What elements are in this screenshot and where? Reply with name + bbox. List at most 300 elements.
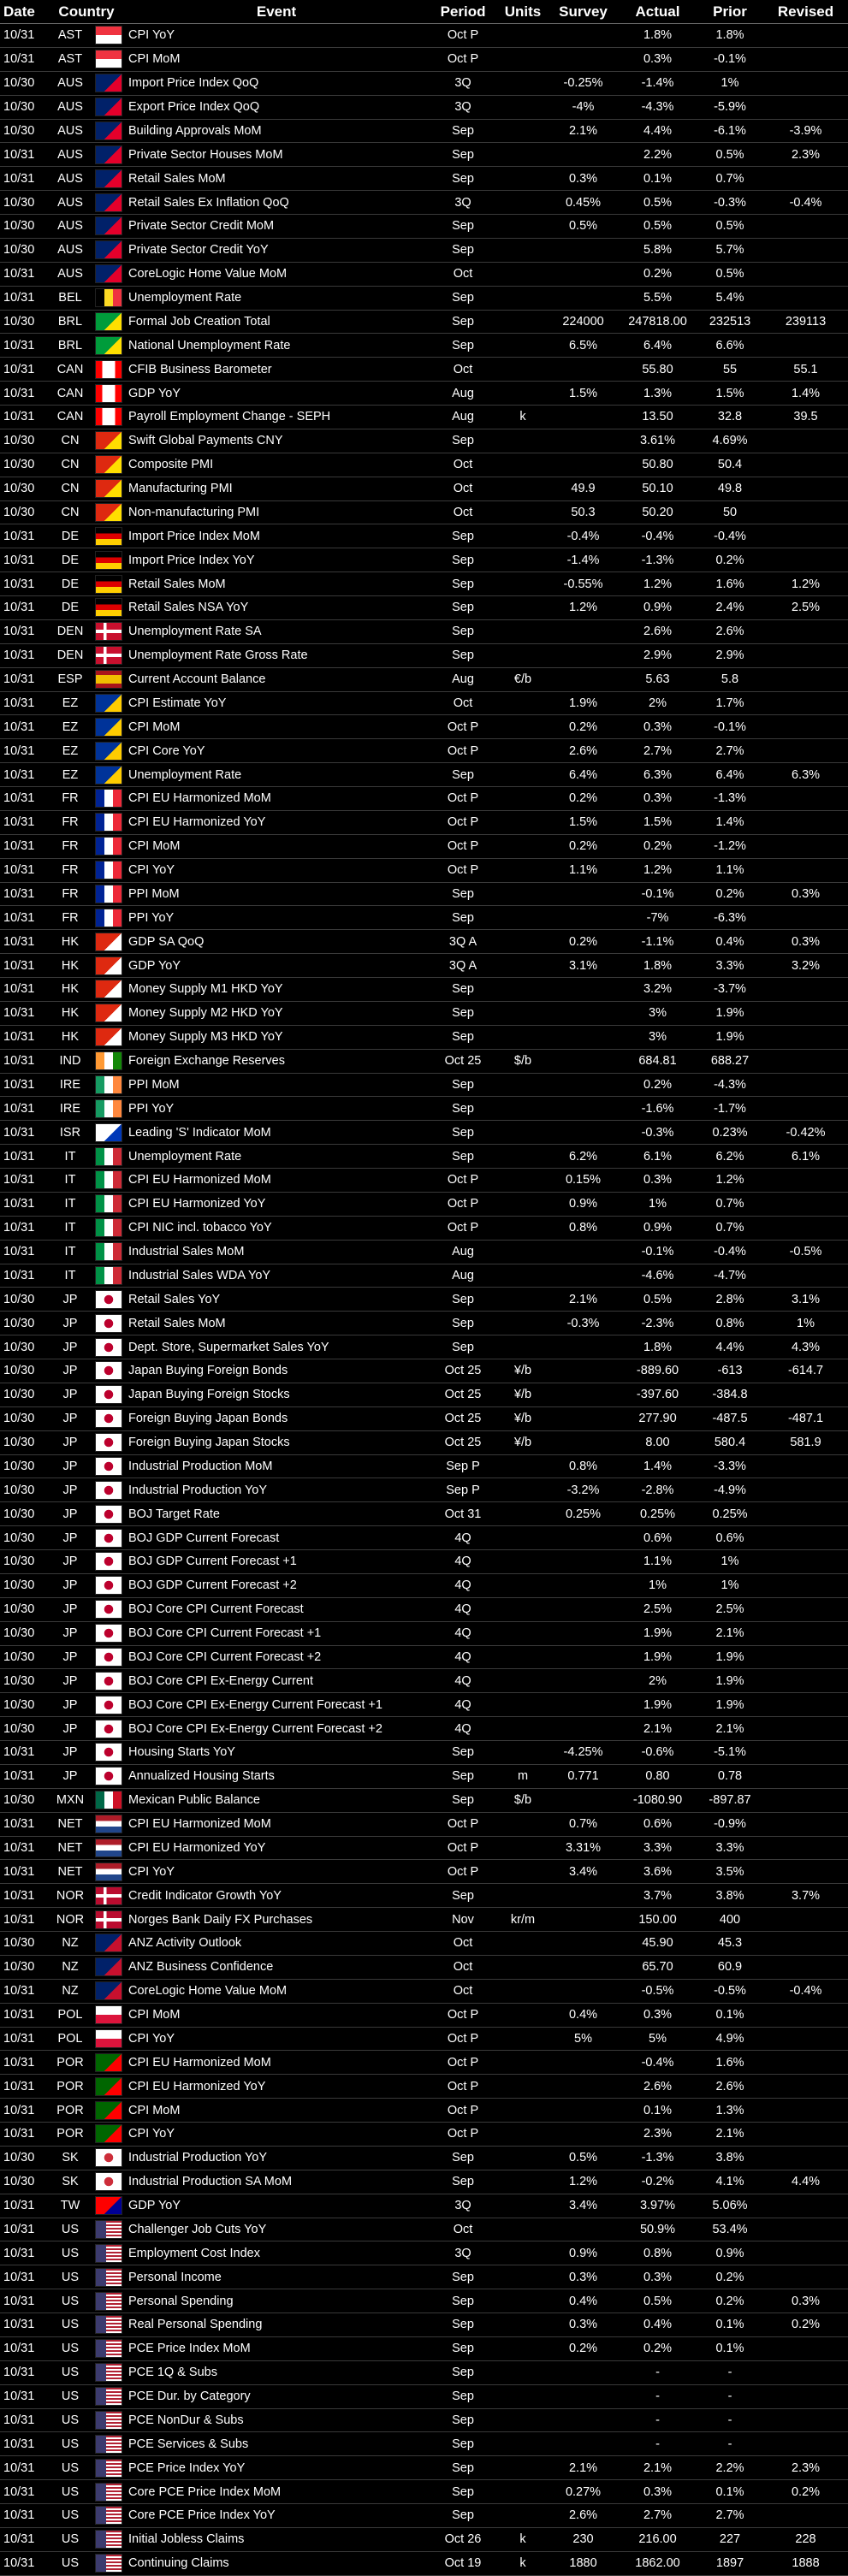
flag-icon bbox=[92, 2432, 125, 2456]
cell-date: 10/30 bbox=[0, 119, 48, 143]
table-row[interactable] bbox=[0, 1335, 848, 1359]
table-row[interactable] bbox=[0, 24, 848, 48]
cell-prior: 2.1% bbox=[697, 1717, 763, 1741]
table-row[interactable] bbox=[0, 1717, 848, 1741]
table-row[interactable] bbox=[0, 667, 848, 691]
table-row[interactable] bbox=[0, 71, 848, 95]
header-country[interactable]: Country bbox=[48, 0, 125, 24]
cell-revised bbox=[763, 1573, 848, 1597]
cell-period: Oct P bbox=[428, 1860, 498, 1884]
cell-country: CN bbox=[48, 500, 92, 524]
cell-revised bbox=[763, 2384, 848, 2408]
cell-country: JP bbox=[48, 1597, 92, 1621]
cell-event: BOJ Core CPI Current Forecast +2 bbox=[125, 1645, 428, 1669]
cell-country: CAN bbox=[48, 382, 92, 406]
header-period[interactable]: Period bbox=[428, 0, 498, 24]
flag-icon bbox=[92, 667, 125, 691]
flag-icon bbox=[92, 2146, 125, 2170]
cell-survey: 0.9% bbox=[548, 2241, 619, 2265]
cell-revised bbox=[763, 2265, 848, 2289]
table-row[interactable] bbox=[0, 2289, 848, 2313]
cell-survey: 50.3 bbox=[548, 500, 619, 524]
table-row[interactable] bbox=[0, 1478, 848, 1502]
cell-survey bbox=[548, 906, 619, 930]
table-row[interactable] bbox=[0, 1621, 848, 1645]
flag-icon bbox=[92, 978, 125, 1002]
cell-revised: 3.7% bbox=[763, 1884, 848, 1908]
table-row[interactable] bbox=[0, 1669, 848, 1693]
table-row[interactable] bbox=[0, 191, 848, 215]
table-row[interactable] bbox=[0, 2432, 848, 2456]
table-row[interactable] bbox=[0, 1192, 848, 1216]
cell-date: 10/31 bbox=[0, 143, 48, 167]
table-row[interactable] bbox=[0, 572, 848, 596]
cell-prior: 3.3% bbox=[697, 1836, 763, 1860]
cell-actual: 65.70 bbox=[619, 1955, 697, 1979]
cell-units bbox=[498, 596, 548, 620]
cell-actual: 4.4% bbox=[619, 119, 697, 143]
cell-period: Oct bbox=[428, 262, 498, 286]
table-row[interactable] bbox=[0, 1764, 848, 1788]
cell-actual: 2.5% bbox=[619, 1597, 697, 1621]
table-row[interactable] bbox=[0, 1312, 848, 1335]
cell-event: Personal Income bbox=[125, 2265, 428, 2289]
cell-country: IT bbox=[48, 1192, 92, 1216]
table-row[interactable] bbox=[0, 810, 848, 834]
table-row[interactable] bbox=[0, 1430, 848, 1454]
cell-country: US bbox=[48, 2360, 92, 2384]
table-row[interactable] bbox=[0, 1240, 848, 1264]
cell-country: AUS bbox=[48, 262, 92, 286]
cell-country: SK bbox=[48, 2146, 92, 2170]
cell-period: Oct P bbox=[428, 787, 498, 811]
table-row[interactable] bbox=[0, 2051, 848, 2075]
table-row[interactable] bbox=[0, 500, 848, 524]
cell-survey: 3.4% bbox=[548, 1860, 619, 1884]
table-row[interactable] bbox=[0, 143, 848, 167]
table-row[interactable] bbox=[0, 358, 848, 382]
cell-units bbox=[498, 1526, 548, 1550]
cell-event: BOJ Core CPI Ex-Energy Current Forecast +1 bbox=[125, 1693, 428, 1717]
cell-revised: 39.5 bbox=[763, 406, 848, 429]
cell-date: 10/31 bbox=[0, 906, 48, 930]
cell-prior: 3.5% bbox=[697, 1860, 763, 1884]
cell-country: CAN bbox=[48, 406, 92, 429]
cell-country: US bbox=[48, 2551, 92, 2575]
cell-period: Oct bbox=[428, 1955, 498, 1979]
cell-period: Sep bbox=[428, 1312, 498, 1335]
table-row[interactable] bbox=[0, 1502, 848, 1526]
table-row[interactable] bbox=[0, 954, 848, 978]
cell-units bbox=[498, 2027, 548, 2051]
cell-units bbox=[498, 477, 548, 500]
cell-period: Oct 25 bbox=[428, 1049, 498, 1073]
table-row[interactable] bbox=[0, 1836, 848, 1860]
table-row[interactable] bbox=[0, 906, 848, 930]
table-row[interactable] bbox=[0, 453, 848, 477]
cell-event: Retail Sales MoM bbox=[125, 1312, 428, 1335]
flag-icon bbox=[92, 1240, 125, 1264]
cell-event: CPI Core YoY bbox=[125, 739, 428, 763]
flag-icon bbox=[92, 1908, 125, 1932]
table-row[interactable] bbox=[0, 524, 848, 548]
cell-survey bbox=[548, 1717, 619, 1741]
header-event[interactable]: Event bbox=[125, 0, 428, 24]
cell-country: CAN bbox=[48, 358, 92, 382]
table-row[interactable] bbox=[0, 1908, 848, 1932]
cell-event: CPI EU Harmonized MoM bbox=[125, 1812, 428, 1836]
flag-icon bbox=[92, 2099, 125, 2123]
cell-units bbox=[498, 2313, 548, 2337]
table-row[interactable] bbox=[0, 2123, 848, 2147]
table-row[interactable] bbox=[0, 2265, 848, 2289]
flag-icon bbox=[92, 930, 125, 954]
table-row[interactable] bbox=[0, 262, 848, 286]
cell-event: BOJ Core CPI Ex-Energy Current Forecast +2 bbox=[125, 1717, 428, 1741]
cell-revised bbox=[763, 2075, 848, 2099]
cell-actual: -2.3% bbox=[619, 1312, 697, 1335]
cell-prior: 1897 bbox=[697, 2551, 763, 2575]
cell-date: 10/30 bbox=[0, 1383, 48, 1406]
header-units[interactable]: Units bbox=[498, 0, 548, 24]
table-row[interactable] bbox=[0, 1383, 848, 1406]
flag-icon bbox=[92, 739, 125, 763]
table-row[interactable] bbox=[0, 2408, 848, 2432]
cell-units bbox=[498, 1312, 548, 1335]
cell-date: 10/31 bbox=[0, 24, 48, 48]
table-row[interactable] bbox=[0, 477, 848, 500]
table-row[interactable] bbox=[0, 548, 848, 572]
cell-actual: 2.6% bbox=[619, 619, 697, 643]
cell-actual: -0.4% bbox=[619, 524, 697, 548]
cell-revised: 0.3% bbox=[763, 930, 848, 954]
table-row[interactable] bbox=[0, 1049, 848, 1073]
cell-period: 3Q bbox=[428, 95, 498, 119]
cell-date: 10/30 bbox=[0, 1550, 48, 1574]
cell-country: JP bbox=[48, 1573, 92, 1597]
cell-actual: 45.90 bbox=[619, 1932, 697, 1956]
cell-date: 10/31 bbox=[0, 1979, 48, 2003]
table-row[interactable] bbox=[0, 1073, 848, 1097]
table-row[interactable] bbox=[0, 1359, 848, 1383]
cell-actual: 0.2% bbox=[619, 1073, 697, 1097]
table-row[interactable] bbox=[0, 978, 848, 1002]
cell-event: Private Sector Credit MoM bbox=[125, 215, 428, 239]
cell-revised bbox=[763, 1049, 848, 1073]
table-row[interactable] bbox=[0, 1097, 848, 1121]
cell-period: Sep bbox=[428, 1025, 498, 1049]
cell-revised bbox=[763, 1669, 848, 1693]
cell-survey: -0.25% bbox=[548, 71, 619, 95]
cell-units bbox=[498, 238, 548, 262]
cell-event: CoreLogic Home Value MoM bbox=[125, 1979, 428, 2003]
table-row[interactable] bbox=[0, 167, 848, 191]
cell-actual: 0.5% bbox=[619, 2289, 697, 2313]
cell-period: Sep bbox=[428, 1335, 498, 1359]
table-row[interactable] bbox=[0, 882, 848, 906]
cell-actual: 0.6% bbox=[619, 1812, 697, 1836]
table-row[interactable] bbox=[0, 1788, 848, 1812]
cell-survey: 0.15% bbox=[548, 1169, 619, 1193]
cell-survey: 49.9 bbox=[548, 477, 619, 500]
table-row[interactable] bbox=[0, 1216, 848, 1240]
table-row[interactable] bbox=[0, 1741, 848, 1765]
table-row[interactable] bbox=[0, 2218, 848, 2241]
table-row[interactable] bbox=[0, 930, 848, 954]
cell-units bbox=[498, 2170, 548, 2194]
cell-prior: -0.4% bbox=[697, 1240, 763, 1264]
table-row[interactable] bbox=[0, 2456, 848, 2480]
cell-units bbox=[498, 1502, 548, 1526]
table-row[interactable] bbox=[0, 1121, 848, 1145]
cell-revised: 1% bbox=[763, 1312, 848, 1335]
table-row[interactable] bbox=[0, 1597, 848, 1621]
cell-prior: 0.1% bbox=[697, 2480, 763, 2504]
table-row[interactable] bbox=[0, 1693, 848, 1717]
flag-icon bbox=[92, 1383, 125, 1406]
table-row[interactable] bbox=[0, 1573, 848, 1597]
cell-survey: -3.2% bbox=[548, 1478, 619, 1502]
cell-revised: 0.2% bbox=[763, 2313, 848, 2337]
cell-survey: 2.1% bbox=[548, 2456, 619, 2480]
cell-revised bbox=[763, 1812, 848, 1836]
table-row[interactable] bbox=[0, 739, 848, 763]
cell-event: CPI MoM bbox=[125, 715, 428, 739]
cell-survey bbox=[548, 2123, 619, 2147]
cell-revised bbox=[763, 215, 848, 239]
table-row[interactable] bbox=[0, 1288, 848, 1312]
cell-survey bbox=[548, 1430, 619, 1454]
cell-date: 10/30 bbox=[0, 1717, 48, 1741]
cell-revised bbox=[763, 1169, 848, 1193]
cell-revised bbox=[763, 2146, 848, 2170]
cell-prior: 2.4% bbox=[697, 596, 763, 620]
cell-revised bbox=[763, 667, 848, 691]
table-row[interactable] bbox=[0, 238, 848, 262]
table-row[interactable] bbox=[0, 1264, 848, 1288]
cell-period: Aug bbox=[428, 1264, 498, 1288]
cell-survey: 0.3% bbox=[548, 2313, 619, 2337]
table-row[interactable] bbox=[0, 382, 848, 406]
table-row[interactable] bbox=[0, 2336, 848, 2360]
cell-actual: 3.61% bbox=[619, 429, 697, 453]
cell-date: 10/31 bbox=[0, 2551, 48, 2575]
cell-country: BRL bbox=[48, 310, 92, 334]
cell-units bbox=[498, 2051, 548, 2075]
cell-actual: -0.3% bbox=[619, 1121, 697, 1145]
header-revised[interactable]: Revised bbox=[763, 0, 848, 24]
header-date[interactable]: Date bbox=[0, 0, 48, 24]
table-row[interactable] bbox=[0, 1025, 848, 1049]
table-row[interactable] bbox=[0, 2146, 848, 2170]
flag-icon bbox=[92, 2313, 125, 2337]
flag-icon bbox=[92, 882, 125, 906]
table-row[interactable] bbox=[0, 215, 848, 239]
cell-date: 10/31 bbox=[0, 882, 48, 906]
table-row[interactable] bbox=[0, 643, 848, 667]
cell-country: NOR bbox=[48, 1908, 92, 1932]
cell-actual: -0.1% bbox=[619, 882, 697, 906]
table-row[interactable] bbox=[0, 2099, 848, 2123]
table-row[interactable] bbox=[0, 691, 848, 715]
table-row[interactable] bbox=[0, 1526, 848, 1550]
table-row[interactable] bbox=[0, 1406, 848, 1430]
cell-prior: -613 bbox=[697, 1359, 763, 1383]
cell-units bbox=[498, 1621, 548, 1645]
table-row[interactable] bbox=[0, 787, 848, 811]
table-row[interactable] bbox=[0, 1550, 848, 1574]
cell-revised bbox=[763, 1955, 848, 1979]
cell-country: FR bbox=[48, 882, 92, 906]
cell-date: 10/30 bbox=[0, 1406, 48, 1430]
table-row[interactable] bbox=[0, 2241, 848, 2265]
cell-survey bbox=[548, 1573, 619, 1597]
cell-country: CN bbox=[48, 477, 92, 500]
header-prior[interactable]: Prior bbox=[697, 0, 763, 24]
cell-revised: 0.3% bbox=[763, 2289, 848, 2313]
flag-icon bbox=[92, 906, 125, 930]
table-row[interactable] bbox=[0, 834, 848, 858]
table-row[interactable] bbox=[0, 310, 848, 334]
table-row[interactable] bbox=[0, 95, 848, 119]
cell-period: Oct 25 bbox=[428, 1406, 498, 1430]
cell-country: JP bbox=[48, 1383, 92, 1406]
cell-prior: 4.1% bbox=[697, 2170, 763, 2194]
cell-period: Sep bbox=[428, 1097, 498, 1121]
table-row[interactable] bbox=[0, 2170, 848, 2194]
cell-event: Credit Indicator Growth YoY bbox=[125, 1884, 428, 1908]
table-row[interactable] bbox=[0, 1169, 848, 1193]
cell-period: 3Q bbox=[428, 191, 498, 215]
cell-period: Oct bbox=[428, 477, 498, 500]
header-actual[interactable]: Actual bbox=[619, 0, 697, 24]
table-row[interactable] bbox=[0, 1979, 848, 2003]
cell-survey bbox=[548, 2408, 619, 2432]
flag-icon bbox=[92, 2480, 125, 2504]
cell-country: ISR bbox=[48, 1121, 92, 1145]
cell-actual: 1.3% bbox=[619, 382, 697, 406]
cell-country: MXN bbox=[48, 1788, 92, 1812]
table-row[interactable] bbox=[0, 2003, 848, 2027]
table-row[interactable] bbox=[0, 2504, 848, 2528]
cell-survey: 0.7% bbox=[548, 1812, 619, 1836]
cell-date: 10/31 bbox=[0, 1264, 48, 1288]
cell-survey bbox=[548, 1264, 619, 1288]
table-row[interactable] bbox=[0, 1860, 848, 1884]
cell-actual: -4.6% bbox=[619, 1264, 697, 1288]
cell-date: 10/31 bbox=[0, 1908, 48, 1932]
table-row[interactable] bbox=[0, 1145, 848, 1169]
cell-prior: -1.2% bbox=[697, 834, 763, 858]
cell-revised bbox=[763, 1741, 848, 1765]
cell-country: US bbox=[48, 2313, 92, 2337]
table-row[interactable] bbox=[0, 596, 848, 620]
cell-country: AST bbox=[48, 47, 92, 71]
cell-actual: 5.5% bbox=[619, 286, 697, 310]
table-row[interactable] bbox=[0, 2027, 848, 2051]
cell-period: Oct bbox=[428, 453, 498, 477]
cell-period: Oct bbox=[428, 691, 498, 715]
cell-units bbox=[498, 1645, 548, 1669]
cell-country: JP bbox=[48, 1288, 92, 1312]
table-row[interactable] bbox=[0, 2075, 848, 2099]
cell-date: 10/30 bbox=[0, 477, 48, 500]
table-row[interactable] bbox=[0, 858, 848, 882]
cell-units bbox=[498, 2289, 548, 2313]
cell-prior: 0.23% bbox=[697, 1121, 763, 1145]
cell-period: Sep bbox=[428, 882, 498, 906]
cell-period: Sep bbox=[428, 2360, 498, 2384]
cell-survey bbox=[548, 1121, 619, 1145]
cell-date: 10/30 bbox=[0, 1955, 48, 1979]
table-row[interactable] bbox=[0, 1454, 848, 1478]
table-row[interactable] bbox=[0, 47, 848, 71]
flag-icon bbox=[92, 238, 125, 262]
cell-survey: 0.4% bbox=[548, 2003, 619, 2027]
flag-icon bbox=[92, 763, 125, 787]
cell-period: Sep bbox=[428, 978, 498, 1002]
cell-event: CPI YoY bbox=[125, 1860, 428, 1884]
table-row[interactable] bbox=[0, 1001, 848, 1025]
table-row[interactable] bbox=[0, 763, 848, 787]
table-row[interactable] bbox=[0, 2313, 848, 2337]
cell-country: JP bbox=[48, 1454, 92, 1478]
cell-prior: 0.6% bbox=[697, 1526, 763, 1550]
table-row[interactable] bbox=[0, 406, 848, 429]
cell-actual: 0.4% bbox=[619, 2313, 697, 2337]
table-row[interactable] bbox=[0, 119, 848, 143]
cell-period: Sep bbox=[428, 763, 498, 787]
cell-units: $/b bbox=[498, 1788, 548, 1812]
cell-revised: 4.4% bbox=[763, 2170, 848, 2194]
cell-event: CPI MoM bbox=[125, 47, 428, 71]
header-survey[interactable]: Survey bbox=[548, 0, 619, 24]
cell-survey: 2.6% bbox=[548, 739, 619, 763]
table-row[interactable] bbox=[0, 2194, 848, 2218]
table-row[interactable] bbox=[0, 1812, 848, 1836]
table-row[interactable] bbox=[0, 429, 848, 453]
table-row[interactable] bbox=[0, 334, 848, 358]
table-row[interactable] bbox=[0, 1645, 848, 1669]
cell-date: 10/31 bbox=[0, 2456, 48, 2480]
table-row[interactable] bbox=[0, 1884, 848, 1908]
table-row[interactable] bbox=[0, 619, 848, 643]
cell-survey: 0.2% bbox=[548, 2336, 619, 2360]
cell-period: Nov bbox=[428, 1908, 498, 1932]
cell-country: POL bbox=[48, 2027, 92, 2051]
cell-date: 10/31 bbox=[0, 1121, 48, 1145]
flag-icon bbox=[92, 1764, 125, 1788]
table-row[interactable] bbox=[0, 2360, 848, 2384]
table-row[interactable] bbox=[0, 286, 848, 310]
table-row[interactable] bbox=[0, 1932, 848, 1956]
flag-icon bbox=[92, 2051, 125, 2075]
cell-units bbox=[498, 1955, 548, 1979]
table-row[interactable] bbox=[0, 2527, 848, 2551]
table-row[interactable] bbox=[0, 2551, 848, 2575]
cell-date: 10/31 bbox=[0, 858, 48, 882]
cell-date: 10/30 bbox=[0, 1526, 48, 1550]
table-row[interactable] bbox=[0, 2384, 848, 2408]
cell-date: 10/30 bbox=[0, 1478, 48, 1502]
table-row[interactable] bbox=[0, 715, 848, 739]
flag-icon bbox=[92, 2527, 125, 2551]
cell-revised bbox=[763, 1264, 848, 1288]
table-row[interactable] bbox=[0, 2480, 848, 2504]
table-row[interactable] bbox=[0, 1955, 848, 1979]
cell-revised: 6.3% bbox=[763, 763, 848, 787]
cell-revised bbox=[763, 619, 848, 643]
